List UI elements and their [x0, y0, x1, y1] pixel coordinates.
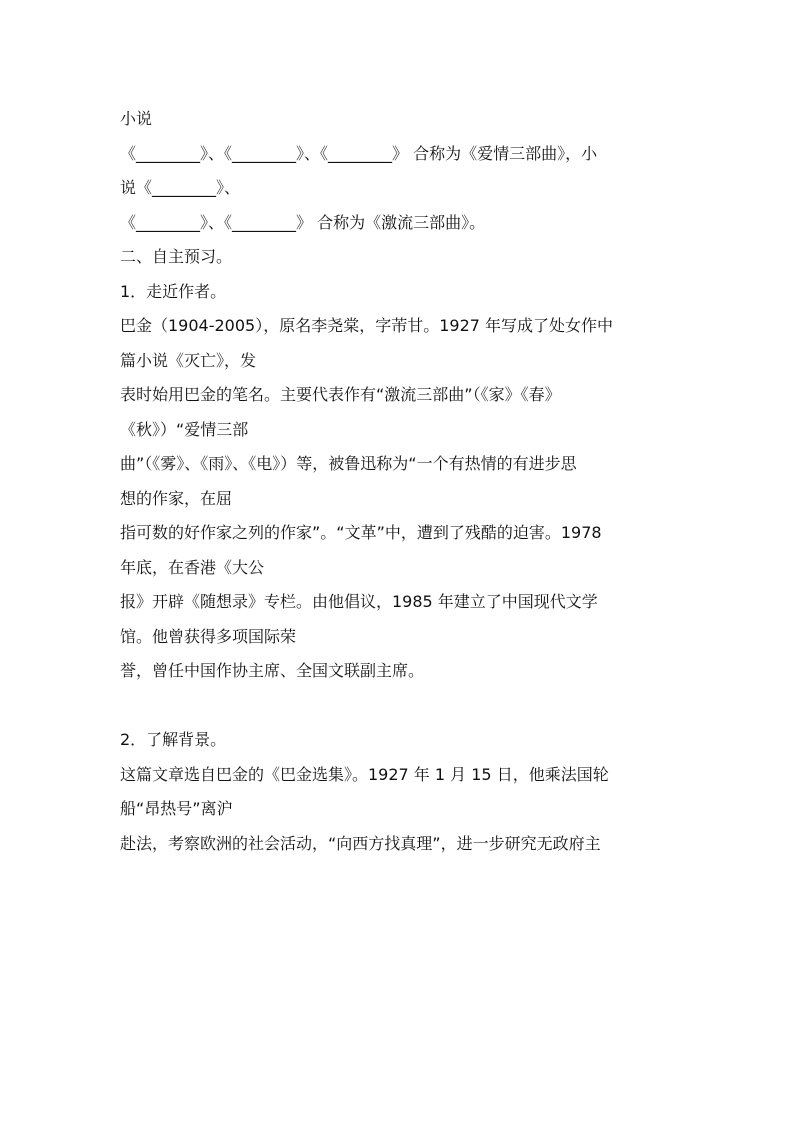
- blank-line: [120, 689, 680, 724]
- text-line: 篇小说《灭亡》，发: [120, 350, 257, 370]
- text-line: 赴法，考察欧洲的社会活动，“向西方找真理”，进一步研究无政府主: [120, 833, 601, 853]
- text-line: 馆。他曾获得多项国际荣: [120, 626, 297, 646]
- text-line: 《________》、《________》 合称为《激流三部曲》。: [120, 212, 486, 232]
- text-line: 小说: [120, 109, 153, 128]
- text-line: 船“昂热号”离沪: [120, 799, 233, 818]
- text-line: 想的作家，在屈: [120, 488, 233, 508]
- text-line: 年底，在香港《大公: [120, 557, 265, 577]
- section-heading: 二、自主预习。: [120, 247, 233, 266]
- text-line: 巴金（1904-2005），原名李尧棠，字芾甘。1927 年写成了处女作中: [120, 316, 614, 335]
- subsection-heading: 1．走近作者。: [120, 281, 227, 301]
- document-body: [120, 102, 680, 861]
- text-line: 说《________》、: [120, 178, 241, 197]
- text-line: 指可数的好作家之列的作家”。“文革”中，遭到了残酷的迫害。1978: [120, 523, 602, 542]
- text-line: 这篇文章选自巴金的《巴金选集》。1927 年 1 月 15 日，他乘法国轮: [120, 764, 609, 784]
- text-line: 报》开辟《随想录》专栏。由他倡议，1985 年建立了中国现代文学: [120, 592, 598, 611]
- text-line: 《________》、《________》、《________》 合称为《爱情三部曲》，小: [120, 143, 598, 163]
- text-line: 誉，曾任中国作协主席、全国文联副主席。: [120, 661, 425, 680]
- text-line: 《秋》）“爱情三部: [120, 419, 249, 439]
- subsection-heading: 2．了解背景。: [120, 730, 227, 749]
- text-line: 曲”（《雾》、《雨》、《电》）等，被鲁迅称为“一个有热情的有进步思: [120, 454, 577, 473]
- text-line: 表时始用巴金的笔名。主要代表作有“激流三部曲”（《家》《春》: [120, 385, 561, 404]
